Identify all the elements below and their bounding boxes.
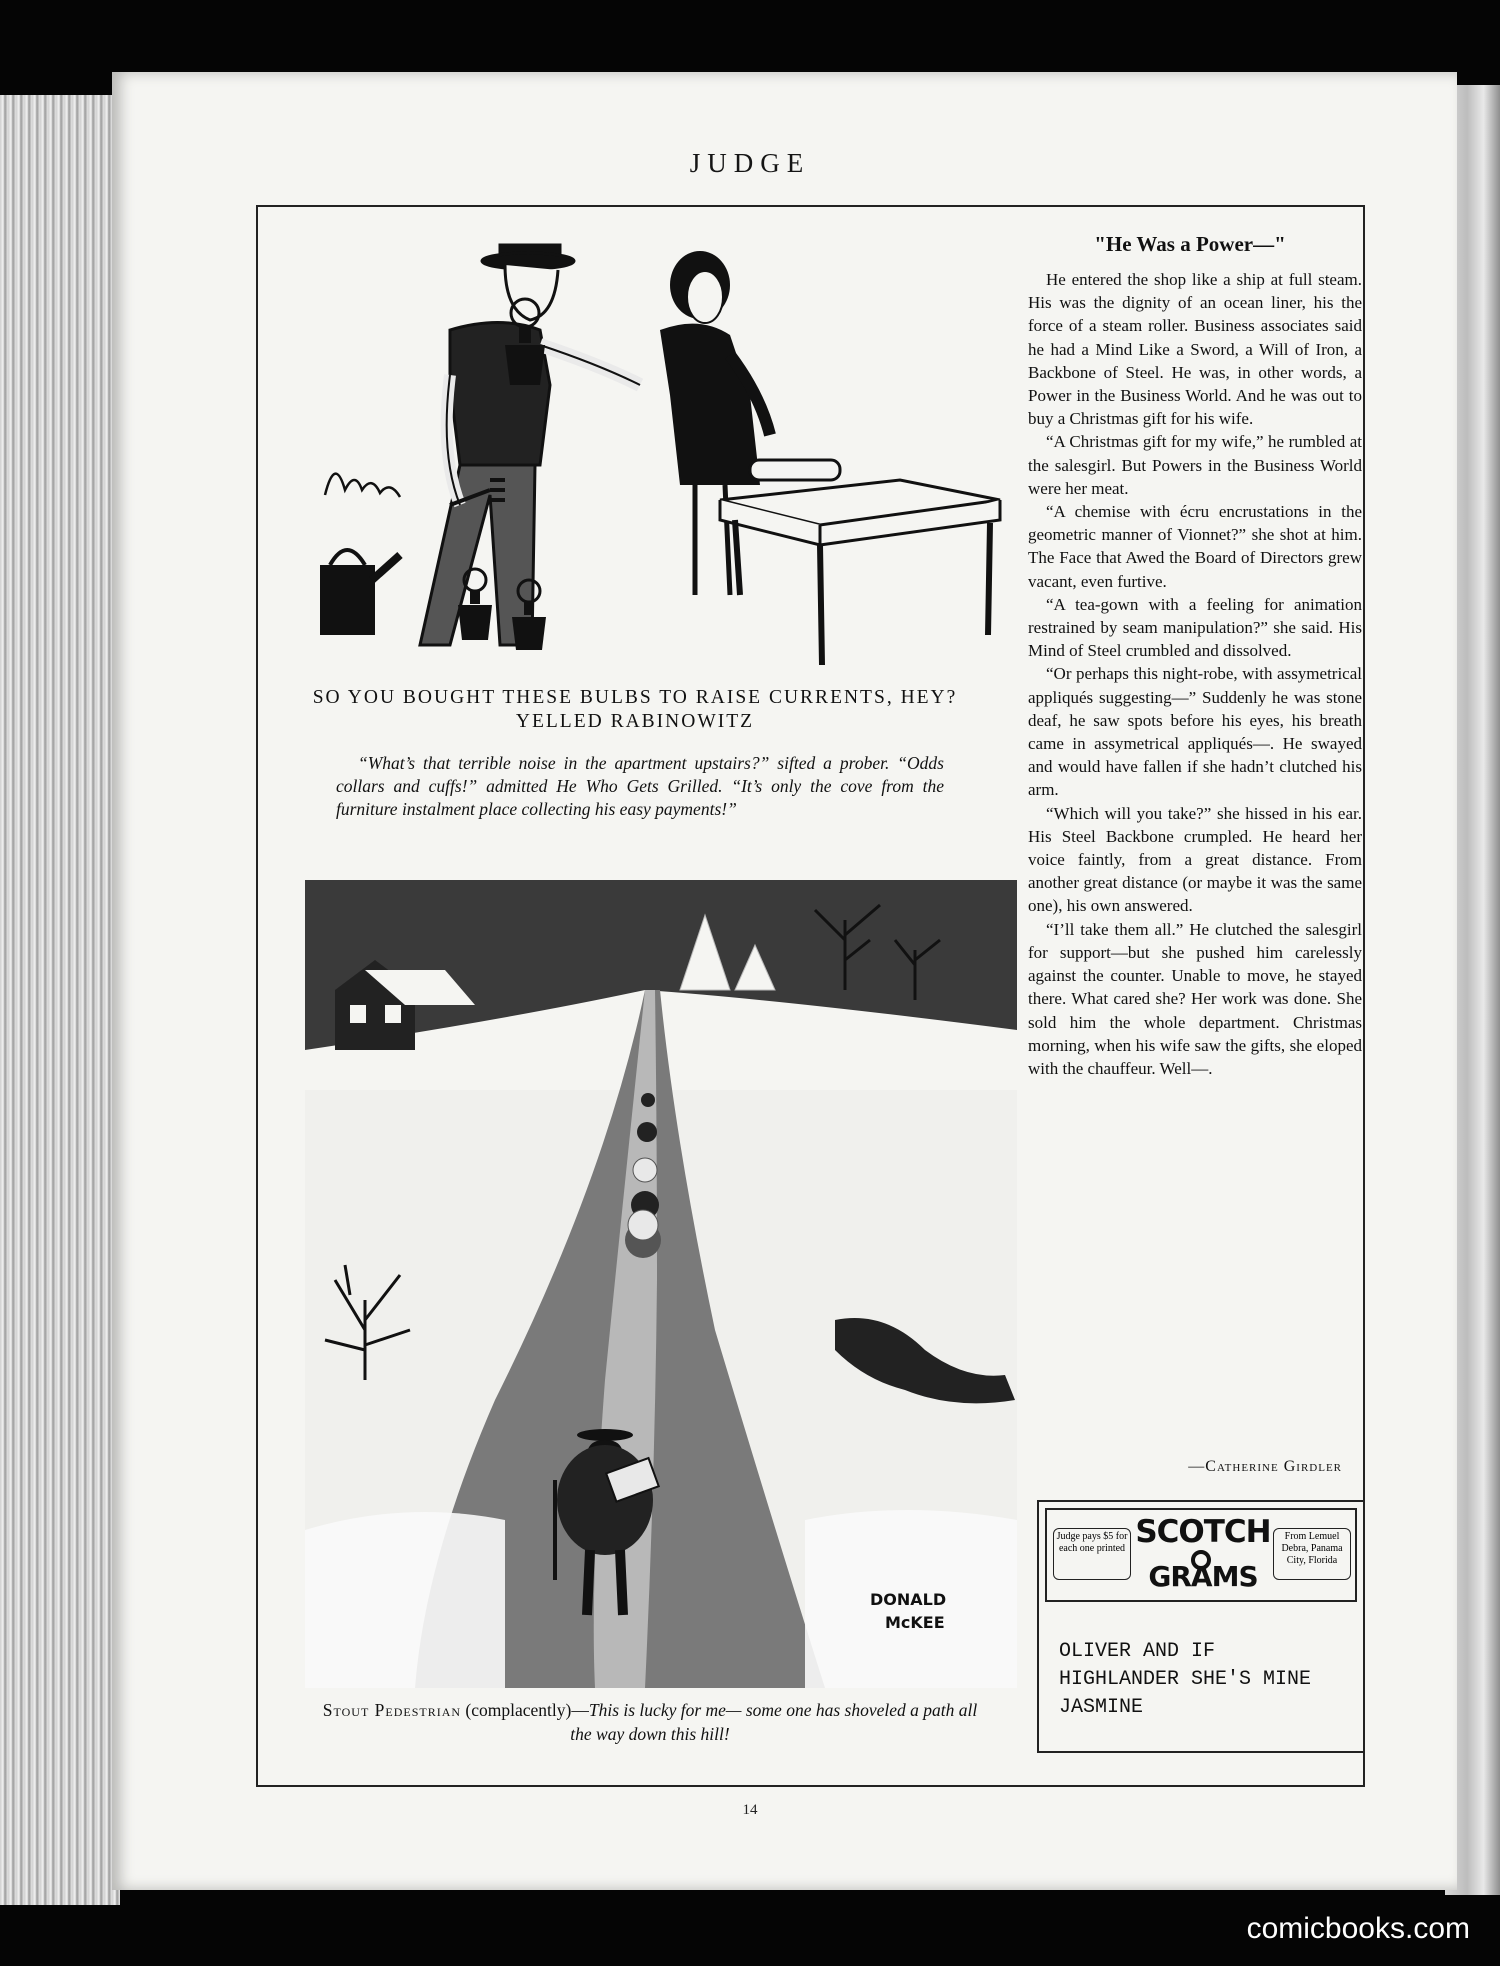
caption-speaker: Stout Pedestrian	[322, 1700, 462, 1720]
payment-note: Judge pays $5 for each one printed	[1053, 1528, 1131, 1580]
scotch-o-grams-banner	[1045, 1508, 1357, 1602]
artist-signature-line2: McKEE	[885, 1613, 945, 1632]
page-number: 14	[742, 1802, 758, 1818]
story-paragraph: “A tea-gown with a feeling for animation restrained by seam manipulation?” she said. His Mind of Steel crumbled and dissolved.	[1028, 594, 1362, 661]
artist-signature-line1: DONALD	[870, 1590, 947, 1609]
story-title: "He Was a Power—"	[1094, 232, 1286, 256]
contributor-note: From Lemuel Debra, Panama City, Florida	[1273, 1528, 1351, 1580]
masthead: JUDGE	[689, 148, 811, 178]
scotch-o-gram-text: OLIVER AND IF HIGHLANDER SHE'S MINE JASMINE	[1059, 1640, 1312, 1719]
brand-grams: GRAMS	[1148, 1560, 1258, 1593]
caption-direction: (complacently)—	[461, 1700, 589, 1720]
table-icon	[720, 480, 1000, 665]
woman-figure	[660, 251, 770, 595]
upper-cartoon	[300, 235, 1010, 675]
upper-cartoon-caption: SO YOU BOUGHT THESE BULBS TO RAISE CURRENTS, HEY? YELLED RABINOWITZ	[312, 687, 958, 732]
lower-cartoon	[305, 880, 1017, 1688]
story-paragraph: “Or perhaps this night-robe, with assymetrical appliqués suggesting—” Suddenly he was stone deaf, he saw spots before his eyes, his breath came in assymetrical appliqués—. He swayed and would have fallen if she hadn’t clutched his arm.	[1028, 664, 1362, 800]
man-figure	[420, 245, 640, 645]
joke-text: “What’s that terrible noise in the apartment upstairs?” sifted a prober. “Odds collars and cuffs!” admitted He Who Gets Grilled. “It’s only the cove from the furniture instalment place collecting his easy payments!”	[336, 753, 944, 819]
story-paragraph: “Which will you take?” she hissed in his ear. His Steel Backbone crumpled. He heard her voice faintly, from a great distance. From another great distance (or maybe it was the same one), his own answered.	[1028, 803, 1362, 916]
story-paragraph: “A chemise with écru encrustations in the geometric manner of Vionnet?” she shot at him. The Face that Awed the Board of Directors grew vacant, even furtive.	[1028, 502, 1362, 591]
caption-line: This is lucky for me— some one has shoveled a path all the way down this hill!	[570, 1700, 978, 1744]
book-page-stack-left	[0, 95, 120, 1905]
scotch-o-grams-box	[1037, 1500, 1365, 1753]
story-paragraph: “I’ll take them all.” He clutched the salesgirl for support—but she pushed him carelessly against the counter. Unable to move, he stayed there. What cared she? Her work was done. She sold him the whole department. Christmas morning, when his wife saw the gifts, she eloped with the chauffeur. Well—.	[1028, 919, 1362, 1078]
watermark: comicbooks.com	[1246, 1912, 1470, 1945]
story-paragraph: “A Christmas gift for my wife,” he rumbled at the salesgirl. But Powers in the Business World were her meat.	[1028, 432, 1362, 498]
lower-cartoon-caption	[320, 1698, 980, 1746]
watering-can-icon	[320, 550, 400, 635]
brand-scotch: SCOTCH	[1135, 1514, 1271, 1550]
story-byline: —Catherine Girdler	[1188, 1458, 1342, 1475]
rolling-pin-icon	[750, 460, 840, 480]
artist-signature-rabinowitz	[325, 474, 400, 497]
story-paragraph: He entered the shop like a ship at full steam. His was the dignity of an ocean liner, his the force of a steam roller. Business associates said he had a Mind Like a Sword, a Will of Iron, a Backbone of Steel. He was, in other words, a Power in the Business World. And he was out to buy a Christmas gift for his wife.	[1028, 270, 1362, 429]
story-body	[1028, 268, 1362, 1080]
